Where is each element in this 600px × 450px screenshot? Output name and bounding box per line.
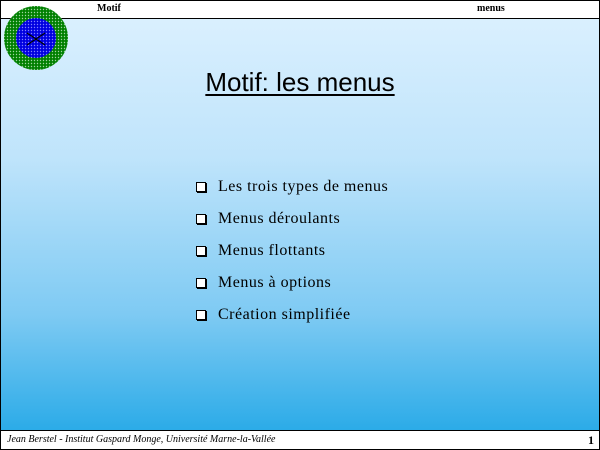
bullet-text: Menus déroulants bbox=[218, 210, 341, 227]
checkbox-bullet-icon bbox=[196, 182, 206, 192]
institute-logo-icon bbox=[3, 5, 69, 71]
page-number: 1 bbox=[588, 433, 594, 447]
header-section-label: Motif bbox=[97, 3, 121, 14]
bullet-list bbox=[194, 171, 388, 331]
checkbox-bullet-icon bbox=[196, 214, 206, 224]
bullet-item bbox=[194, 299, 388, 331]
checkbox-bullet-icon bbox=[196, 246, 206, 256]
slide-footer bbox=[1, 430, 599, 449]
bullet-text: Les trois types de menus bbox=[218, 178, 389, 195]
bullet-item bbox=[194, 171, 388, 203]
bullet-item bbox=[194, 267, 388, 299]
bullet-text: Création simplifiée bbox=[218, 306, 351, 323]
slide-header bbox=[1, 1, 599, 19]
slide-title-text: Motif: les menus bbox=[205, 67, 395, 97]
checkbox-bullet-icon bbox=[196, 310, 206, 320]
footer-credit: Jean Berstel - Institut Gaspard Monge, Université Marne-la-Vallée bbox=[7, 434, 276, 445]
bullet-text: Menus à options bbox=[218, 274, 332, 291]
bullet-item bbox=[194, 235, 388, 267]
slide-title bbox=[1, 67, 599, 98]
header-topic-label: menus bbox=[477, 3, 505, 14]
checkbox-bullet-icon bbox=[196, 278, 206, 288]
bullet-item bbox=[194, 203, 388, 235]
bullet-text: Menus flottants bbox=[218, 242, 326, 259]
